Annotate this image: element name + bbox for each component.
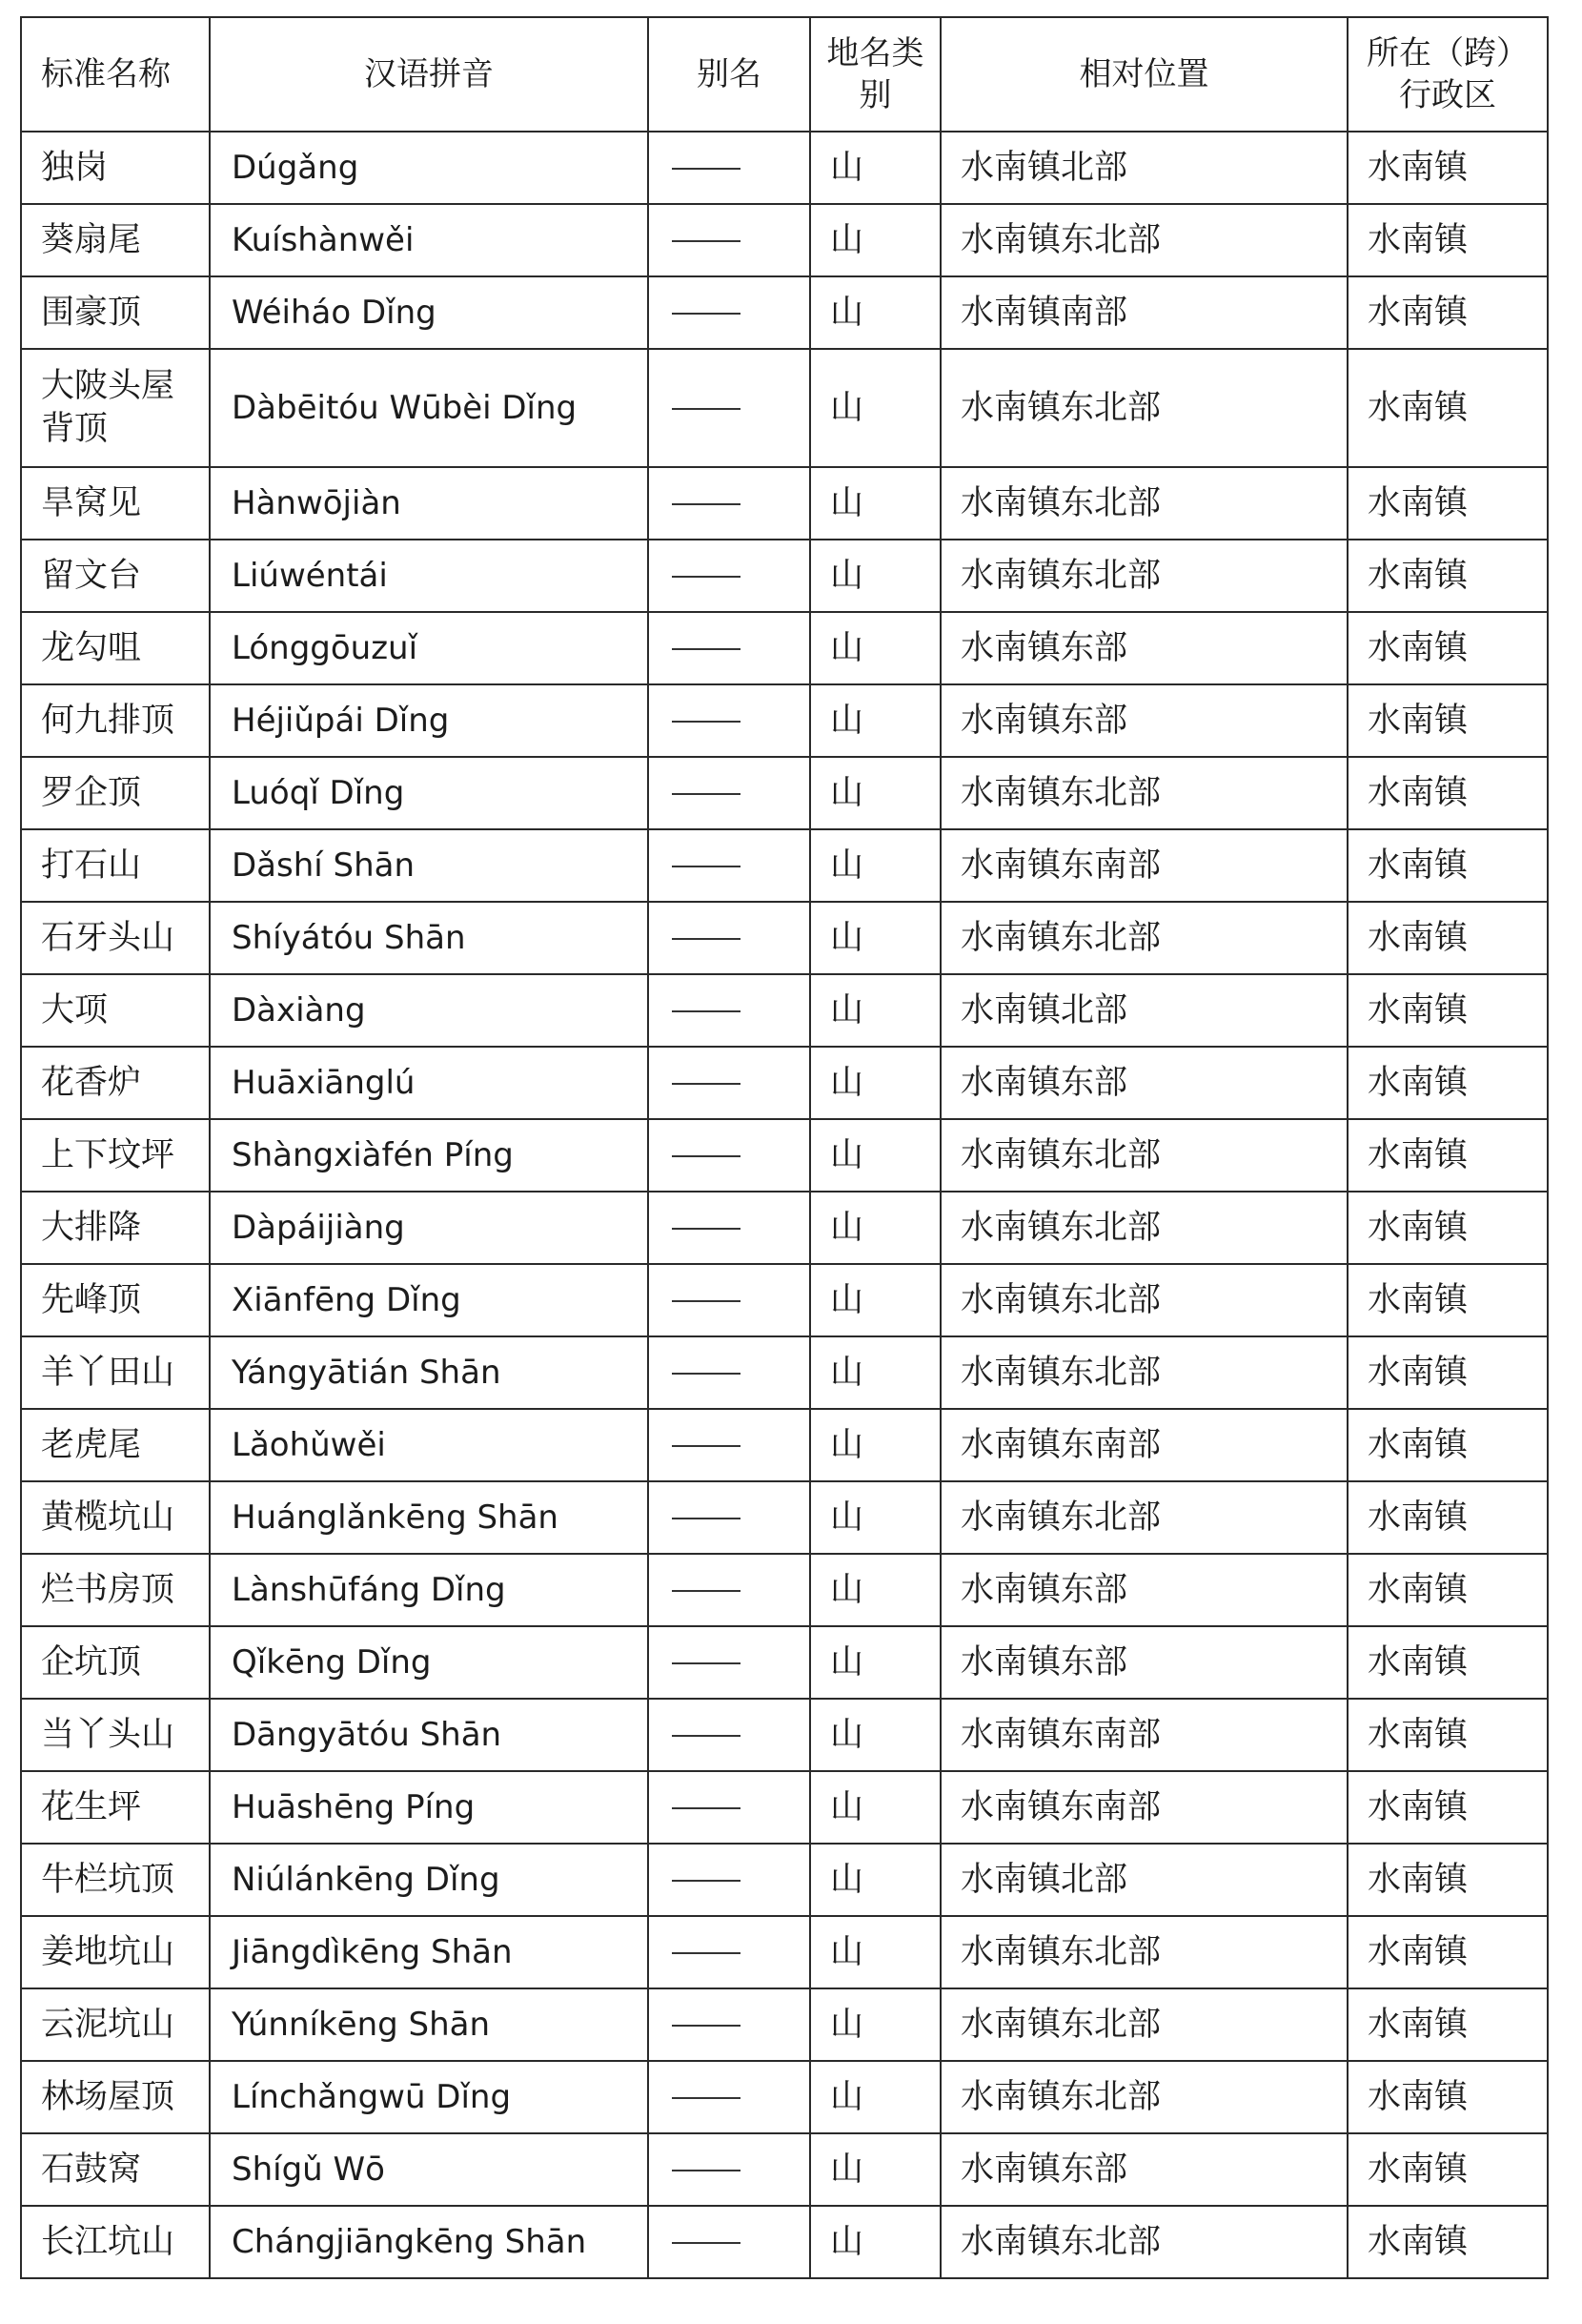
cell-standard-name: 留文台 bbox=[21, 540, 210, 612]
cell-pinyin: Dǎshí Shān bbox=[210, 829, 648, 902]
cell-relative-position: 水南镇北部 bbox=[941, 1844, 1348, 1916]
cell-pinyin: Dàpáijiàng bbox=[210, 1192, 648, 1264]
cell-alias bbox=[648, 612, 810, 684]
cell-relative-position: 水南镇东部 bbox=[941, 612, 1348, 684]
table-body bbox=[21, 132, 1548, 2278]
table-row bbox=[21, 1988, 1548, 2061]
cell-category: 山 bbox=[810, 204, 941, 276]
cell-category: 山 bbox=[810, 1264, 941, 1336]
cell-category: 山 bbox=[810, 276, 941, 349]
cell-relative-position: 水南镇东北部 bbox=[941, 1988, 1348, 2061]
cell-district: 水南镇 bbox=[1348, 132, 1548, 204]
cell-standard-name: 大项 bbox=[21, 974, 210, 1047]
table-row bbox=[21, 1699, 1548, 1771]
cell-category: 山 bbox=[810, 349, 941, 467]
cell-district: 水南镇 bbox=[1348, 1119, 1548, 1192]
cell-district: 水南镇 bbox=[1348, 276, 1548, 349]
cell-pinyin: Dàxiàng bbox=[210, 974, 648, 1047]
cell-category: 山 bbox=[810, 1988, 941, 2061]
cell-alias bbox=[648, 1626, 810, 1699]
table-row bbox=[21, 1626, 1548, 1699]
alias-none-dash bbox=[672, 793, 740, 795]
cell-district: 水南镇 bbox=[1348, 2061, 1548, 2133]
alias-none-dash bbox=[672, 408, 740, 410]
cell-standard-name: 石牙头山 bbox=[21, 902, 210, 974]
cell-standard-name: 当丫头山 bbox=[21, 1699, 210, 1771]
cell-relative-position: 水南镇东北部 bbox=[941, 467, 1348, 540]
table-row bbox=[21, 1264, 1548, 1336]
cell-alias bbox=[648, 276, 810, 349]
cell-relative-position: 水南镇东北部 bbox=[941, 2206, 1348, 2278]
cell-district: 水南镇 bbox=[1348, 1699, 1548, 1771]
table-row bbox=[21, 1771, 1548, 1844]
cell-category: 山 bbox=[810, 1699, 941, 1771]
cell-relative-position: 水南镇东部 bbox=[941, 2133, 1348, 2206]
cell-category: 山 bbox=[810, 1119, 941, 1192]
alias-none-dash bbox=[672, 1300, 740, 1302]
cell-relative-position: 水南镇东北部 bbox=[941, 1192, 1348, 1264]
cell-pinyin: Héjiǔpái Dǐng bbox=[210, 684, 648, 757]
cell-district: 水南镇 bbox=[1348, 2206, 1548, 2278]
alias-none-dash bbox=[672, 1083, 740, 1085]
cell-district: 水南镇 bbox=[1348, 467, 1548, 540]
header-district: 所在（跨）行政区 bbox=[1348, 17, 1548, 132]
cell-district: 水南镇 bbox=[1348, 684, 1548, 757]
table-row bbox=[21, 1336, 1548, 1409]
table-row bbox=[21, 467, 1548, 540]
cell-pinyin: Xiānfēng Dǐng bbox=[210, 1264, 648, 1336]
alias-none-dash bbox=[672, 1590, 740, 1592]
alias-none-dash bbox=[672, 1010, 740, 1012]
cell-district: 水南镇 bbox=[1348, 612, 1548, 684]
cell-pinyin: Luóqǐ Dǐng bbox=[210, 757, 648, 829]
cell-relative-position: 水南镇东北部 bbox=[941, 902, 1348, 974]
cell-alias bbox=[648, 902, 810, 974]
cell-standard-name: 牛栏坑顶 bbox=[21, 1844, 210, 1916]
cell-category: 山 bbox=[810, 757, 941, 829]
cell-standard-name: 姜地坑山 bbox=[21, 1916, 210, 1988]
cell-district: 水南镇 bbox=[1348, 757, 1548, 829]
cell-category: 山 bbox=[810, 1409, 941, 1481]
alias-none-dash bbox=[672, 1445, 740, 1447]
alias-none-dash bbox=[672, 721, 740, 723]
cell-pinyin: Dúgǎng bbox=[210, 132, 648, 204]
cell-alias bbox=[648, 1119, 810, 1192]
cell-alias bbox=[648, 2206, 810, 2278]
cell-relative-position: 水南镇东南部 bbox=[941, 829, 1348, 902]
cell-standard-name: 羊丫田山 bbox=[21, 1336, 210, 1409]
table-row bbox=[21, 1554, 1548, 1626]
cell-pinyin: Shíyátóu Shān bbox=[210, 902, 648, 974]
table-row bbox=[21, 276, 1548, 349]
cell-pinyin: Huánglǎnkēng Shān bbox=[210, 1481, 648, 1554]
alias-none-dash bbox=[672, 1952, 740, 1954]
cell-district: 水南镇 bbox=[1348, 1626, 1548, 1699]
table-row bbox=[21, 2061, 1548, 2133]
cell-district: 水南镇 bbox=[1348, 974, 1548, 1047]
cell-alias bbox=[648, 349, 810, 467]
cell-district: 水南镇 bbox=[1348, 1988, 1548, 2061]
cell-district: 水南镇 bbox=[1348, 1409, 1548, 1481]
alias-none-dash bbox=[672, 866, 740, 867]
cell-alias bbox=[648, 974, 810, 1047]
cell-district: 水南镇 bbox=[1348, 1554, 1548, 1626]
cell-category: 山 bbox=[810, 2133, 941, 2206]
cell-relative-position: 水南镇东北部 bbox=[941, 540, 1348, 612]
header-standard-name: 标准名称 bbox=[21, 17, 210, 132]
cell-pinyin: Jiāngdìkēng Shān bbox=[210, 1916, 648, 1988]
cell-standard-name: 旱窝见 bbox=[21, 467, 210, 540]
cell-standard-name: 打石山 bbox=[21, 829, 210, 902]
cell-district: 水南镇 bbox=[1348, 349, 1548, 467]
alias-none-dash bbox=[672, 1880, 740, 1882]
cell-relative-position: 水南镇东部 bbox=[941, 684, 1348, 757]
cell-pinyin: Yúnníkēng Shān bbox=[210, 1988, 648, 2061]
cell-district: 水南镇 bbox=[1348, 1192, 1548, 1264]
cell-standard-name: 黄榄坑山 bbox=[21, 1481, 210, 1554]
cell-category: 山 bbox=[810, 1192, 941, 1264]
cell-district: 水南镇 bbox=[1348, 1916, 1548, 1988]
cell-category: 山 bbox=[810, 612, 941, 684]
cell-alias bbox=[648, 1264, 810, 1336]
cell-category: 山 bbox=[810, 1481, 941, 1554]
table-row bbox=[21, 974, 1548, 1047]
cell-alias bbox=[648, 1336, 810, 1409]
cell-pinyin: Lǎohǔwěi bbox=[210, 1409, 648, 1481]
cell-alias bbox=[648, 2061, 810, 2133]
cell-district: 水南镇 bbox=[1348, 540, 1548, 612]
cell-alias bbox=[648, 757, 810, 829]
cell-alias bbox=[648, 204, 810, 276]
cell-alias bbox=[648, 540, 810, 612]
cell-pinyin: Dāngyātóu Shān bbox=[210, 1699, 648, 1771]
alias-none-dash bbox=[672, 2025, 740, 2027]
cell-standard-name: 花香炉 bbox=[21, 1047, 210, 1119]
cell-relative-position: 水南镇东南部 bbox=[941, 1771, 1348, 1844]
cell-category: 山 bbox=[810, 540, 941, 612]
table-row bbox=[21, 1844, 1548, 1916]
cell-relative-position: 水南镇东部 bbox=[941, 1554, 1348, 1626]
alias-none-dash bbox=[672, 1155, 740, 1157]
cell-district: 水南镇 bbox=[1348, 1481, 1548, 1554]
cell-standard-name: 独岗 bbox=[21, 132, 210, 204]
cell-relative-position: 水南镇北部 bbox=[941, 974, 1348, 1047]
cell-alias bbox=[648, 1916, 810, 1988]
cell-alias bbox=[648, 467, 810, 540]
cell-category: 山 bbox=[810, 1916, 941, 1988]
cell-relative-position: 水南镇东北部 bbox=[941, 1481, 1348, 1554]
header-alias: 别名 bbox=[648, 17, 810, 132]
cell-category: 山 bbox=[810, 132, 941, 204]
table-row bbox=[21, 1047, 1548, 1119]
cell-district: 水南镇 bbox=[1348, 1264, 1548, 1336]
cell-category: 山 bbox=[810, 829, 941, 902]
cell-standard-name: 上下坟坪 bbox=[21, 1119, 210, 1192]
cell-district: 水南镇 bbox=[1348, 204, 1548, 276]
cell-category: 山 bbox=[810, 902, 941, 974]
alias-none-dash bbox=[672, 576, 740, 578]
cell-pinyin: Huāxiānglú bbox=[210, 1047, 648, 1119]
cell-standard-name: 老虎尾 bbox=[21, 1409, 210, 1481]
cell-alias bbox=[648, 1047, 810, 1119]
alias-none-dash bbox=[672, 2097, 740, 2099]
cell-district: 水南镇 bbox=[1348, 1047, 1548, 1119]
alias-none-dash bbox=[672, 313, 740, 315]
cell-category: 山 bbox=[810, 974, 941, 1047]
table-row bbox=[21, 829, 1548, 902]
table-row bbox=[21, 757, 1548, 829]
cell-pinyin: Shígǔ Wō bbox=[210, 2133, 648, 2206]
cell-relative-position: 水南镇东部 bbox=[941, 1047, 1348, 1119]
cell-relative-position: 水南镇东南部 bbox=[941, 1409, 1348, 1481]
alias-none-dash bbox=[672, 168, 740, 170]
alias-none-dash bbox=[672, 648, 740, 650]
cell-district: 水南镇 bbox=[1348, 1771, 1548, 1844]
alias-none-dash bbox=[672, 1662, 740, 1664]
table-row bbox=[21, 1409, 1548, 1481]
cell-standard-name: 长江坑山 bbox=[21, 2206, 210, 2278]
table-row bbox=[21, 204, 1548, 276]
cell-relative-position: 水南镇东北部 bbox=[941, 1264, 1348, 1336]
table-row bbox=[21, 2206, 1548, 2278]
cell-pinyin: Kuíshànwěi bbox=[210, 204, 648, 276]
cell-standard-name: 围豪顶 bbox=[21, 276, 210, 349]
cell-category: 山 bbox=[810, 2061, 941, 2133]
cell-pinyin: Yángyātián Shān bbox=[210, 1336, 648, 1409]
cell-standard-name: 花生坪 bbox=[21, 1771, 210, 1844]
alias-none-dash bbox=[672, 2242, 740, 2244]
table-row bbox=[21, 612, 1548, 684]
alias-none-dash bbox=[672, 1373, 740, 1375]
cell-standard-name: 企坑顶 bbox=[21, 1626, 210, 1699]
table-row bbox=[21, 540, 1548, 612]
cell-standard-name: 龙勾咀 bbox=[21, 612, 210, 684]
cell-alias bbox=[648, 1481, 810, 1554]
cell-standard-name: 大排降 bbox=[21, 1192, 210, 1264]
cell-pinyin: Wéiháo Dǐng bbox=[210, 276, 648, 349]
cell-alias bbox=[648, 684, 810, 757]
table-row bbox=[21, 684, 1548, 757]
cell-pinyin: Chángjiāngkēng Shān bbox=[210, 2206, 648, 2278]
cell-category: 山 bbox=[810, 467, 941, 540]
cell-relative-position: 水南镇东北部 bbox=[941, 1916, 1348, 1988]
cell-relative-position: 水南镇东北部 bbox=[941, 204, 1348, 276]
cell-standard-name: 罗企顶 bbox=[21, 757, 210, 829]
cell-standard-name: 烂书房顶 bbox=[21, 1554, 210, 1626]
cell-pinyin: Hànwōjiàn bbox=[210, 467, 648, 540]
cell-alias bbox=[648, 2133, 810, 2206]
cell-relative-position: 水南镇东南部 bbox=[941, 1699, 1348, 1771]
cell-relative-position: 水南镇东北部 bbox=[941, 757, 1348, 829]
cell-category: 山 bbox=[810, 1626, 941, 1699]
cell-standard-name: 大陂头屋背顶 bbox=[21, 349, 210, 467]
cell-category: 山 bbox=[810, 2206, 941, 2278]
cell-district: 水南镇 bbox=[1348, 902, 1548, 974]
cell-relative-position: 水南镇北部 bbox=[941, 132, 1348, 204]
cell-pinyin: Shàngxiàfén Píng bbox=[210, 1119, 648, 1192]
cell-category: 山 bbox=[810, 1844, 941, 1916]
table-row bbox=[21, 2133, 1548, 2206]
cell-district: 水南镇 bbox=[1348, 829, 1548, 902]
cell-pinyin: Dàbēitóu Wūbèi Dǐng bbox=[210, 349, 648, 467]
cell-alias bbox=[648, 1699, 810, 1771]
table-header-row bbox=[21, 17, 1548, 132]
place-name-table bbox=[20, 16, 1549, 2279]
cell-standard-name: 葵扇尾 bbox=[21, 204, 210, 276]
table-row bbox=[21, 1192, 1548, 1264]
alias-none-dash bbox=[672, 1735, 740, 1737]
cell-standard-name: 何九排顶 bbox=[21, 684, 210, 757]
cell-alias bbox=[648, 1988, 810, 2061]
cell-relative-position: 水南镇东北部 bbox=[941, 349, 1348, 467]
cell-category: 山 bbox=[810, 1047, 941, 1119]
cell-standard-name: 石鼓窝 bbox=[21, 2133, 210, 2206]
header-pinyin: 汉语拼音 bbox=[210, 17, 648, 132]
cell-relative-position: 水南镇东部 bbox=[941, 1626, 1348, 1699]
alias-none-dash bbox=[672, 938, 740, 940]
cell-relative-position: 水南镇东北部 bbox=[941, 2061, 1348, 2133]
cell-pinyin: Línchǎngwū Dǐng bbox=[210, 2061, 648, 2133]
cell-alias bbox=[648, 829, 810, 902]
cell-pinyin: Liúwéntái bbox=[210, 540, 648, 612]
alias-none-dash bbox=[672, 1518, 740, 1519]
cell-pinyin: Lànshūfáng Dǐng bbox=[210, 1554, 648, 1626]
alias-none-dash bbox=[672, 2170, 740, 2171]
cell-district: 水南镇 bbox=[1348, 1844, 1548, 1916]
cell-alias bbox=[648, 1771, 810, 1844]
cell-pinyin: Huāshēng Píng bbox=[210, 1771, 648, 1844]
cell-pinyin: Qǐkēng Dǐng bbox=[210, 1626, 648, 1699]
cell-relative-position: 水南镇东北部 bbox=[941, 1336, 1348, 1409]
cell-alias bbox=[648, 132, 810, 204]
cell-alias bbox=[648, 1409, 810, 1481]
cell-standard-name: 林场屋顶 bbox=[21, 2061, 210, 2133]
header-category: 地名类别 bbox=[810, 17, 941, 132]
cell-category: 山 bbox=[810, 1771, 941, 1844]
alias-none-dash bbox=[672, 1228, 740, 1230]
alias-none-dash bbox=[672, 503, 740, 505]
cell-category: 山 bbox=[810, 1336, 941, 1409]
cell-category: 山 bbox=[810, 1554, 941, 1626]
header-relative-position: 相对位置 bbox=[941, 17, 1348, 132]
alias-none-dash bbox=[672, 1807, 740, 1809]
cell-alias bbox=[648, 1192, 810, 1264]
cell-relative-position: 水南镇东北部 bbox=[941, 1119, 1348, 1192]
cell-alias bbox=[648, 1844, 810, 1916]
table-row bbox=[21, 349, 1548, 467]
cell-district: 水南镇 bbox=[1348, 1336, 1548, 1409]
table-row bbox=[21, 1119, 1548, 1192]
table-row bbox=[21, 902, 1548, 974]
alias-none-dash bbox=[672, 240, 740, 242]
cell-pinyin: Niúlánkēng Dǐng bbox=[210, 1844, 648, 1916]
table-row bbox=[21, 132, 1548, 204]
table-row bbox=[21, 1481, 1548, 1554]
cell-standard-name: 先峰顶 bbox=[21, 1264, 210, 1336]
cell-district: 水南镇 bbox=[1348, 2133, 1548, 2206]
cell-standard-name: 云泥坑山 bbox=[21, 1988, 210, 2061]
cell-category: 山 bbox=[810, 684, 941, 757]
cell-relative-position: 水南镇南部 bbox=[941, 276, 1348, 349]
cell-pinyin: Lónggōuzuǐ bbox=[210, 612, 648, 684]
cell-alias bbox=[648, 1554, 810, 1626]
table-row bbox=[21, 1916, 1548, 1988]
